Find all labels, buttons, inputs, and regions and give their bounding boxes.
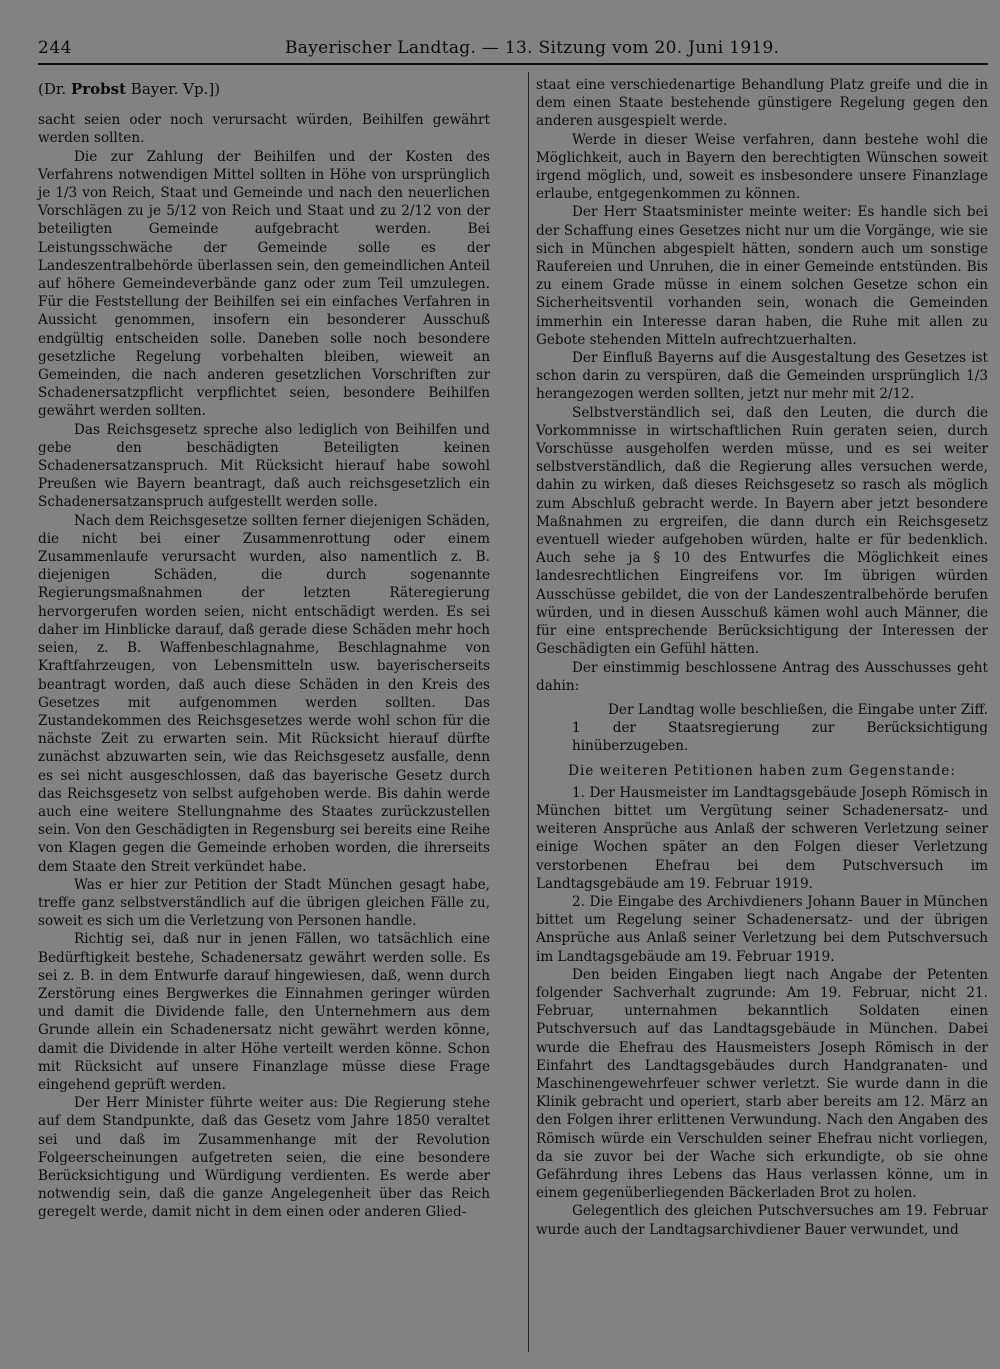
- speaker-prefix: (Dr.: [38, 80, 67, 98]
- paragraph: Selbstverständlich sei, daß den Leuten, die durch die Vorkommnisse in wirtschaftlichen Ruin geraten seien, durch Vorschüsse ausgeholfen werden müsse, und es sei weiter selbstverständlich, daß die Regierung alles versuchen werde, dahin zu wirken, daß dieses Reichsgesetz so rasch als möglich zum Abschluß gebracht werde. In Bayern aber jetzt besondere Maßnahmen zu ergreifen, die dann durch ein Reichsgesetz eventuell wieder aufgehoben würden, halte er für bedenklich. Auch sehe ja § 10 des Entwurfes die Möglichkeit eines landesrechtlichen Eingreifens vor. Im übrigen würden Ausschüsse gebildet, die von der Landeszentralbehörde berufen würden, und in diesen Ausschuß kämen wohl auch Männer, die für eine entsprechende Berücksichtigung der Interessen der Geschädigten ein Gefühl hätten.: [536, 404, 988, 658]
- paragraph: Den beiden Eingaben liegt nach Angabe der Petenten folgender Sachverhalt zugrunde: Am 19. Februar, nicht 21. Februar, unternahmen bekanntlich Soldaten einen Putschversuch auf das Landtagsgebäude in München. Dabei wurde die Ehefrau des Hausmeisters Joseph Römisch in der Einfahrt des Landtagsgebäudes durch Handgranaten- und Maschinengewehrfeuer schwer verletzt. Sie wurde dann in die Klinik gebracht und operiert, starb aber bereits am 12. März an den Folgen ihrer erlittenen Verwundung. Nach den Angaben des Römisch würde ein Verschulden seiner Ehefrau nicht vorliegen, da sie zuvor bei der Wache sich erkundigte, ob sie ohne Gefährdung ihres Lebens das Haus verlassen könne, um in einem gegenüberliegenden Bäckerladen Brot zu holen.: [536, 966, 988, 1202]
- speaker-suffix: Bayer. Vp.]): [130, 80, 221, 98]
- speaker-name: Probst: [70, 80, 127, 98]
- paragraph: Gelegentlich des gleichen Putschversuches am 19. Februar wurde auch der Landtagsarchivdiener Bauer verwundet, und: [536, 1203, 988, 1238]
- paragraph: Der Einfluß Bayerns auf die Ausgestaltung des Gesetzes ist schon darin zu verspüren, daß die Gemeinden ursprünglich 1/3 herangezogen werden sollten, jetzt nur mehr mit 2/12.: [536, 350, 988, 403]
- paragraph: Der Herr Minister führte weiter aus: Die Regierung stehe auf dem Standpunkte, daß das Gesetz vom Jahre 1850 veraltet sei und daß im Zusammenhange mit der Revolution Folgeerscheinungen aufgetreten seien, die eine besondere Berücksichtigung und Würdigung verdienten. Es werde aber notwendig sein, daß die ganze Angelegenheit über das Reich geregelt werde, damit nicht in dem einen oder anderen Glied-: [38, 1095, 490, 1221]
- running-head: Bayerischer Landtag. — 13. Sitzung vom 20. Juni 1919.: [285, 38, 780, 58]
- paragraph: Die zur Zahlung der Beihilfen und der Kosten des Verfahrens notwendigen Mittel sollten in Höhe von ursprünglich je 1/3 von Reich, Staat und Gemeinde und nach den neuerlichen Vorschlägen zu je 5/12 von Reich und Staat und zu 2/12 von der beteiligten Gemeinde aufgebracht werden. Bei Leistungsschwäche der Gemeinde solle es der Landeszentralbehörde überlassen sein, den gemeindlichen Anteil auf höhere Gemeindeverbände ganz oder zum Teil umzulegen. Für die Feststellung der Beihilfen sei ein einfaches Verfahren in Aussicht genommen, insofern ein besonderer Ausschuß endgültig entscheiden solle. Daneben solle noch besondere gesetzliche Regelung vorbehalten bleiben, wieweit an Gemeinden, die nach anderen gesetzlichen Vorschriften zur Schadenersatzpflicht verpflichtet seien, besondere Beihilfen gewährt werden sollten.: [38, 148, 490, 420]
- paragraph: Das Reichsgesetz spreche also lediglich von Beihilfen und gebe den beschädigten Beteiligten keinen Schadenersatzanspruch. Mit Rücksicht hierauf habe sowohl Preußen wie Bayern beantragt, daß auch reichsgesetzlich ein Schadenersatzanspruch aufgestellt werden solle.: [38, 421, 490, 511]
- left-column: [38, 76, 490, 1222]
- paragraph: sacht seien oder noch verursacht würden, Beihilfen gewährt werden sollten.: [38, 112, 490, 147]
- speaker-heading: [38, 80, 490, 98]
- page-number: 244: [38, 38, 72, 58]
- paragraph: Der einstimmig beschlossene Antrag des Ausschusses geht dahin:: [536, 659, 988, 694]
- paragraph: Was er hier zur Petition der Stadt München gesagt habe, treffe ganz selbstverständlich auf die übrigen gleichen Fälle zu, soweit es sich um die Verletzung von Personen handle.: [38, 876, 490, 930]
- paragraph: Werde in dieser Weise verfahren, dann bestehe wohl die Möglichkeit, auch in Bayern den berechtigten Wünschen soweit irgend möglich, und, soweit es insbesondere unsere Finanzlage erlaube, entgegenkommen zu können.: [536, 131, 988, 203]
- petitions-subheading: Die weiteren Petitionen haben zum Gegenstande:: [568, 762, 956, 779]
- petition-item: 1. Der Hausmeister im Landtagsgebäude Joseph Römisch in München bittet um Vergütung seiner Schadenersatz- und weiteren Ansprüche aus Anlaß der schweren Verletzung seiner einige Wochen später an den Folgen dieser Verletzung verstorbenen Ehefrau bei dem Putschversuch im Landtagsgebäude am 19. Februar 1919.: [536, 784, 988, 892]
- column-divider: [528, 72, 529, 1352]
- motion-quote: Der Landtag wolle beschließen, die Eingabe unter Ziff. 1 der Staatsregierung zur Berücksichtigung hinüberzugeben.: [572, 701, 988, 755]
- paragraph: Nach dem Reichsgesetze sollten ferner diejenigen Schäden, die nicht bei einer Zusammenrottung oder einem Zusammenlaufe verursacht wurden, also namentlich z. B. diejenigen Schäden, die durch sogenannte Regierungsmaßnahmen der letzten Räteregierung hervorgerufen worden seien, nicht entschädigt werden. Es sei daher im Hinblicke darauf, daß gerade diese Schäden mehr hoch seien, z. B. Waffenbeschlagnahme, Beschlagnahme von Kraftfahrzeugen, von Lebensmitteln usw. bayerischerseits beantragt worden, daß auch diese Schäden in den Kreis des Gesetzes mit aufgenommen werden sollten. Das Zustandekommen des Reichsgesetzes werde wohl schon für die nächste Zeit zu erwarten sein. Mit Rücksicht hierauf dürfte zunächst abzuwarten sein, wie das Reichsgesetz ausfalle, denn es sei nicht ausgeschlossen, daß das bayerische Gesetz durch das Reichsgesetz von selbst aufgehoben werde. Bis dahin werde auch eine weitere Stellungnahme des Staates zurückzustellen sein. Von den Geschädigten in Regensburg sei bereits eine Reihe von Klagen gegen die Gemeinde erhoben worden, die ihrerseits dem Staate den Streit verkündet habe.: [38, 512, 490, 875]
- paragraph: Richtig sei, daß nur in jenen Fällen, wo tatsächlich eine Bedürftigkeit bestehe, Schadenersatz gewährt werden solle. Es sei z. B. in dem Entwurfe darauf hingewiesen, daß, wenn durch Zerstörung eines Bergwerkes die Einnahmen geringer würden und damit die Dividende falle, den Unternehmern aus dem Grunde allein ein Schadenersatz nicht gewährt werden könne, damit die Dividende in alter Höhe verteilt werden könne. Schon mit Rücksicht auf unsere Finanzlage müsse diese Frage eingehend geprüft werden.: [38, 931, 490, 1093]
- paragraph: staat eine verschiedenartige Behandlung Platz greife und die in dem einen Staate bestehende günstigere Regelung gegen den anderen ausgespielt werde.: [536, 77, 988, 130]
- paragraph: Der Herr Staatsminister meinte weiter: Es handle sich bei der Schaffung eines Gesetzes nicht nur um die Vorgänge, wie sie sich in München abgespielt hätten, sondern auch um sonstige Raufereien und Unruhen, die in einer Gemeinde entstünden. Bis zu einem Grade müsse in einem solchen Gesetze schon ein Sicherheitsventil vorhanden sein, wonach die Gemeinden immerhin ein Interesse daran haben, die Ruhe mit allen zu Gebote stehenden Mitteln aufrechtzuerhalten.: [536, 204, 988, 348]
- header-rule: [38, 63, 988, 65]
- right-column: [536, 76, 988, 1239]
- petition-item: 2. Die Eingabe des Archivdieners Johann Bauer in München bittet um Regelung seiner Schadenersatz- und der übrigen Ansprüche aus Anlaß seiner Verletzung bei dem Putschversuch im Landtagsgebäude am 19. Februar 1919.: [536, 893, 988, 965]
